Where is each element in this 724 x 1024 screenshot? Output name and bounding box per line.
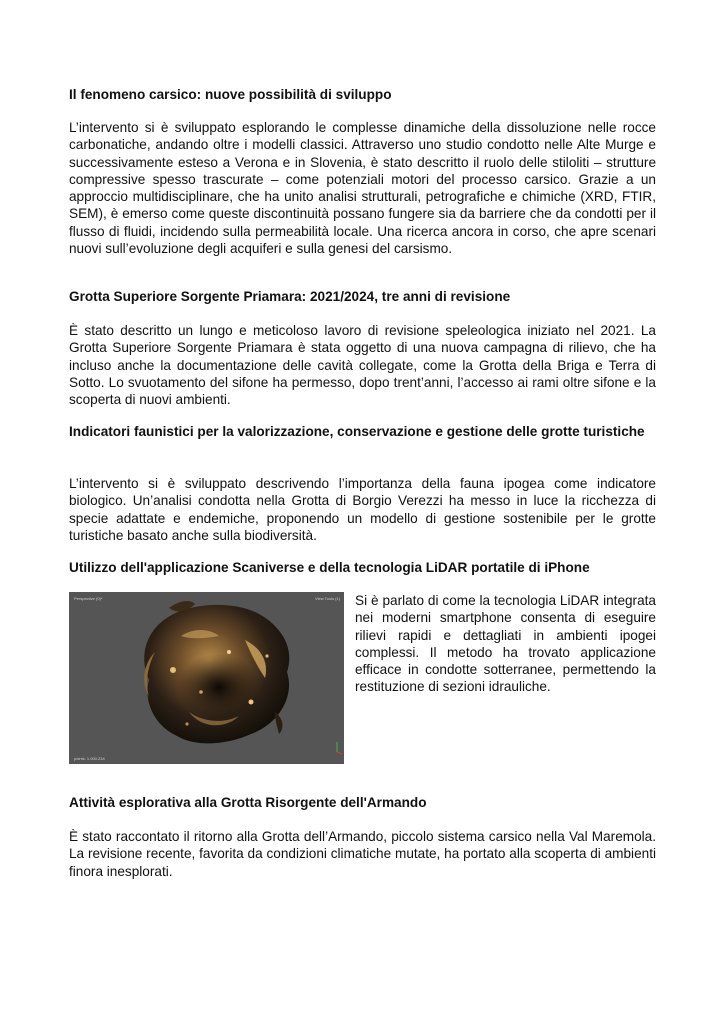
section-text-priamara: È stato descritto un lungo e meticoloso lavoro di revisione speleologica iniziato nel 2021. La Grotta Superiore Sorgente Priamara è stata oggetto di una nuova campagna di rilievo, che ha incluso anche la documentazione delle cavità collegate, come la Grotta della Briga e Terra di Sotto. Lo svuotamento del sifone ha permesso, dopo trent’anni, l’accesso ai rami oltre sifone e la scoperta di nuovi ambienti. [69, 323, 656, 408]
section-text-indicatori-faunistici: L’intervento si è sviluppato descrivendo l’importanza della fauna ipogea come indicatore biologico. Un’analisi condotta nella Grotta di Borgio Verezzi ha messo in luce la ricchezza di specie adattate e endemiche, proponendo un modello di gestione sostenibile per le grotte turistiche basato anche sulla biodiversità. [69, 476, 656, 543]
lidar-scan-image [69, 592, 344, 764]
image-viewport-label: Perspective (0)* [74, 596, 103, 601]
lidar-point-cloud-graphic [69, 592, 344, 764]
section-heading-scaniverse: Utilizzo dell'applicazione Scaniverse e della tecnologia LiDAR portatile di iPhone [69, 560, 590, 575]
section-heading-indicatori-faunistici: Indicatori faunistici per la valorizzazione, conservazione e gestione delle grotte turistiche [69, 424, 645, 439]
image-points-label: points: 1.000.234 [74, 756, 105, 761]
section-text-armando: È stato raccontato il ritorno alla Grotta dell’Armando, piccolo sistema carsico nella Val Maremola. La revisione recente, favorita da condizioni climatiche mutate, ha portato alla scoperta di ambienti finora inesplorati. [69, 829, 656, 879]
section-heading-armando: Attività esplorativa alla Grotta Risorgente dell'Armando [69, 795, 427, 810]
section-text-scaniverse: Si è parlato di come la tecnologia LiDAR integrata nei moderni smartphone consenta di eseguire rilievi rapidi e dettagliati in ambienti ipogei complessi. Il metodo ha trovato applicazione efficace in condotte sotterranee, permettendo la restituzione di sezioni idrauliche. [355, 593, 656, 695]
section-text-fenomeno-carsico: L’intervento si è sviluppato esplorando le complesse dinamiche della dissoluzione nelle rocce carbonatiche, andando oltre i modelli classici. Attraverso uno studio condotto nelle Alte Murge e successivamente esteso a Verona e in Slovenia, è stato descritto il ruolo delle stiloliti – strutture compressive spesso trascurate – come potenziali motori del processo carsico. Grazie a un approccio multidisciplinare, che ha unito analisi strutturali, petrografiche e chimiche (XRD, FTIR, SEM), è emerso come queste discontinuità possano fungere sia da barriere che da condotti per il flusso di fluidi, incidendo sulla permeabilità locale. Una ricerca ancora in corso, che apre scenari nuovi sull’evoluzione degli acquiferi e sulla genesi del carsismo. [69, 120, 656, 257]
section-heading-priamara: Grotta Superiore Sorgente Priamara: 2021/2024, tre anni di revisione [69, 289, 511, 304]
section-heading-fenomeno-carsico: Il fenomeno carsico: nuove possibilità di sviluppo [69, 87, 392, 102]
image-tools-label: View Tools (1) [315, 596, 340, 601]
